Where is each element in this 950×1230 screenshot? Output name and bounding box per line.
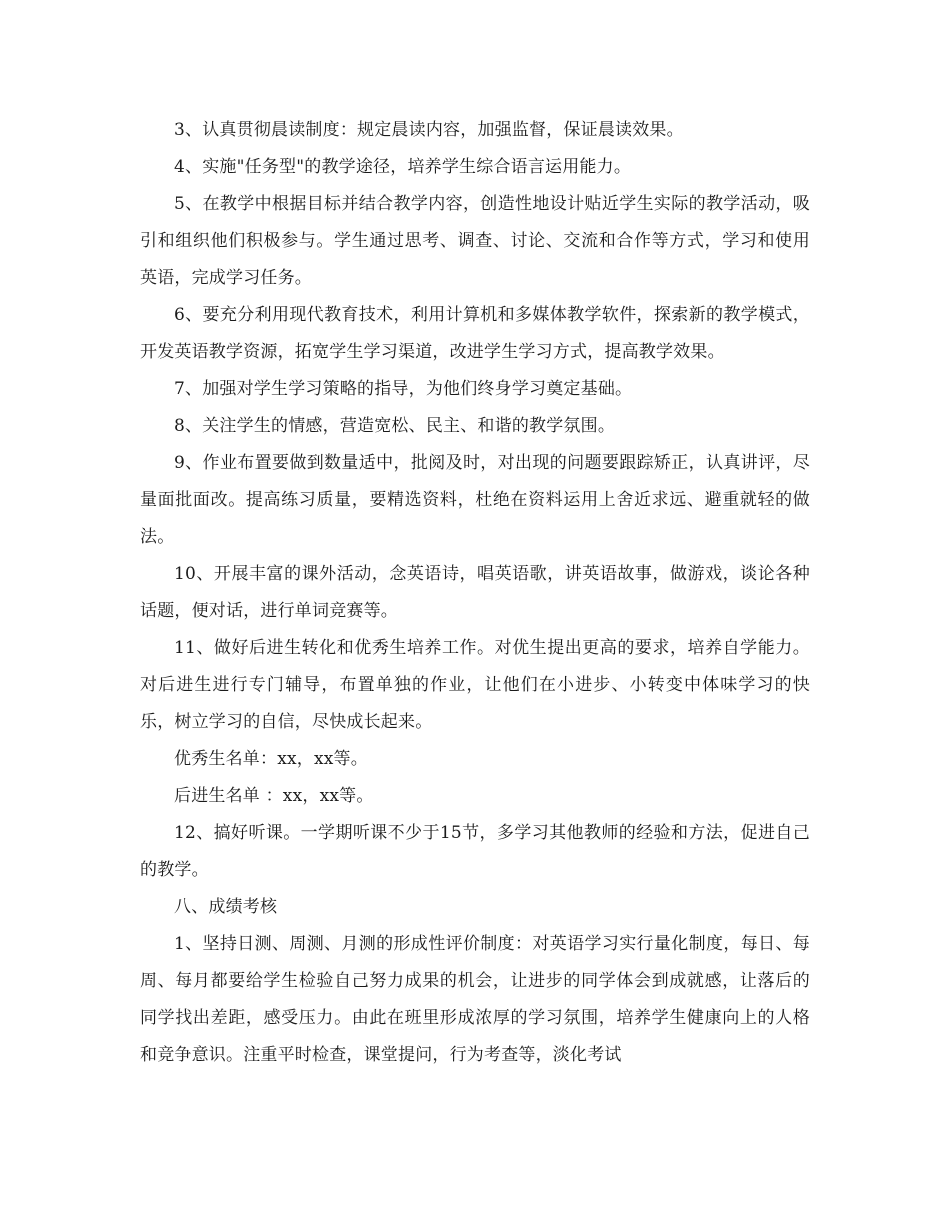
paragraph-item-8: 8、关注学生的情感，营造宽松、民主、和谐的教学氛围。 (174, 416, 616, 436)
paragraph-item-5: 5、在教学中根据目标并结合教学内容，创造性地设计贴近学生实际的教学活动，吸引和组织他们积极参与。学生通过思考、调查、讨论、交流和合作等方式，学习和使用英语，完成学习任务。 (140, 194, 810, 288)
paragraph-item-10: 10、开展丰富的课外活动，念英语诗，唱英语歌，讲英语故事，做游戏，谈论各种话题，便对话，进行单词竞赛等。 (140, 564, 810, 621)
paragraph-item-9: 9、作业布置要做到数量适中，批阅及时，对出现的问题要跟踪矫正，认真讲评，尽量面批面改。提高练习质量，要精选资料，杜绝在资料运用上舍近求远、避重就轻的做法。 (140, 453, 810, 547)
paragraph-item-12: 12、搞好听课。一学期听课不少于15节，多学习其他教师的经验和方法，促进自己的教学。 (140, 823, 810, 880)
section-heading-assessment: 八、成绩考核 (174, 897, 278, 917)
struggling-students-list: 后进生名单 ：xx，xx等。 (174, 786, 374, 806)
paragraph-item-3: 3、认真贯彻晨读制度：规定晨读内容，加强监督，保证晨读效果。 (174, 120, 684, 140)
paragraph-item-4: 4、实施"任务型"的教学途径，培养学生综合语言运用能力。 (174, 157, 632, 177)
paragraph-item-6: 6、要充分利用现代教育技术，利用计算机和多媒体教学软件，探索新的教学模式，开发英语教学资源，拓宽学生学习渠道，改进学生学习方式，提高教学效果。 (140, 305, 810, 362)
top-students-list: 优秀生名单：xx，xx等。 (174, 749, 368, 769)
assessment-item-1: 1、坚持日测、周测、月测的形成性评价制度：对英语学习实行量化制度，每日、每周、每月都要给学生检验自己努力成果的机会，让进步的同学体会到成就感，让落后的同学找出差距，感受压力。由此在班里形成浓厚的学习氛围，培养学生健康向上的人格和竞争意识。注重平时检查，课堂提问，行为考查等，淡化考试 (140, 934, 810, 1065)
paragraph-item-7: 7、加强对学生学习策略的指导，为他们终身学习奠定基础。 (174, 379, 633, 399)
document-body (140, 112, 810, 1074)
paragraph-item-11: 11、做好后进生转化和优秀生培养工作。对优生提出更高的要求，培养自学能力。对后进生进行专门辅导，布置单独的作业，让他们在小进步、小转变中体味学习的快乐，树立学习的自信，尽快成长起来。 (140, 638, 810, 732)
